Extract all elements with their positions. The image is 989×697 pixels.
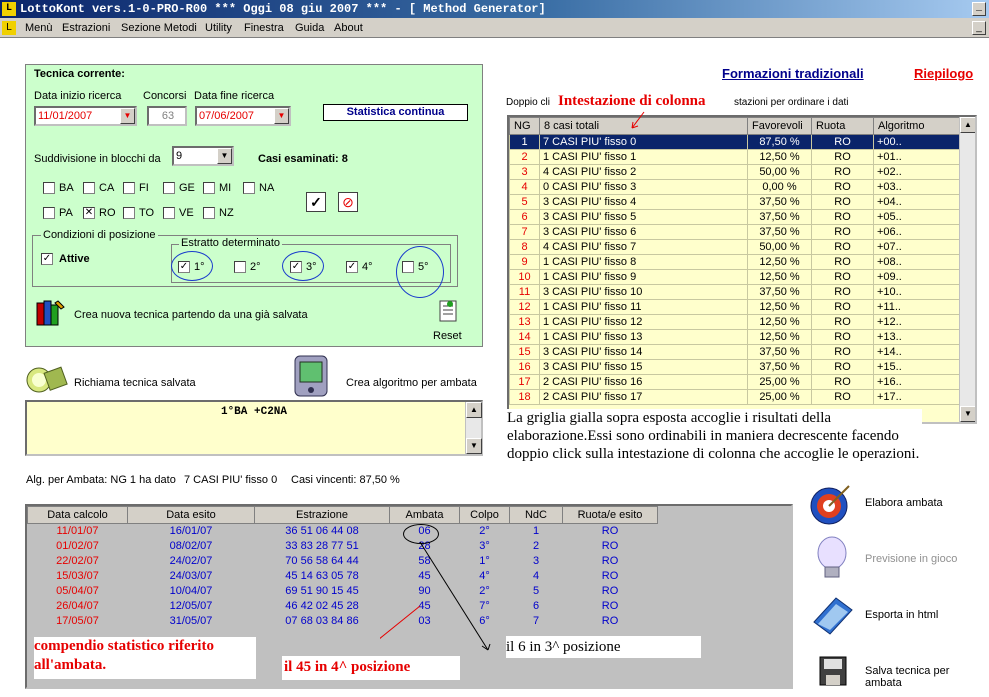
results-cell: 1 CASI PIU' fisso 13 xyxy=(540,330,748,345)
results-cell: +04.. xyxy=(874,195,960,210)
calc-cell: 17/05/07 xyxy=(28,614,128,629)
results-cell: +16.. xyxy=(874,375,960,390)
calc-cell: 6 xyxy=(510,599,563,614)
annotation-intestazione: Intestazione di colonna xyxy=(558,93,706,109)
results-cell: 15 xyxy=(510,345,540,360)
checkbox-ge[interactable] xyxy=(163,182,175,194)
condizioni-label: Condizioni di posizione xyxy=(43,229,156,241)
alg-info-value: 7 CASI PIU' fisso 0 xyxy=(184,474,278,486)
results-cell: RO xyxy=(812,165,874,180)
annotation-pos45: il 45 in 4^ posizione xyxy=(282,656,460,680)
estratto-label: Estratto determinato xyxy=(181,237,281,249)
calc-col-header[interactable]: Estrazione xyxy=(255,507,390,524)
results-row[interactable] xyxy=(510,225,960,240)
ruota-label-pa: PA xyxy=(59,207,73,219)
menu-sezione-metodi[interactable]: Sezione Metodi xyxy=(121,22,197,34)
window-title-bar xyxy=(0,0,989,18)
results-cell: +17.. xyxy=(874,390,960,405)
results-col-header[interactable]: Algoritmo xyxy=(874,118,960,135)
results-row[interactable] xyxy=(510,390,960,405)
calc-cell: 16/01/07 xyxy=(128,524,255,539)
results-row[interactable] xyxy=(510,165,960,180)
results-cell: 4 CASI PIU' fisso 7 xyxy=(540,240,748,255)
concorsi-field: 63 xyxy=(147,106,187,126)
menu-about[interactable]: About xyxy=(334,22,363,34)
calc-row[interactable] xyxy=(28,614,658,629)
results-table xyxy=(509,117,960,405)
results-cell: 13 xyxy=(510,315,540,330)
data-inizio-select[interactable] xyxy=(34,106,137,126)
results-cell: 25,00 % xyxy=(748,390,812,405)
ruota-label-ca: CA xyxy=(99,182,115,194)
minimize-icon[interactable]: _ xyxy=(972,2,986,16)
calc-col-header[interactable]: NdC xyxy=(510,507,563,524)
calc-cell: 3 xyxy=(510,554,563,569)
results-cell: 12,50 % xyxy=(748,270,812,285)
formula-text: 1°BA +C2NA xyxy=(220,406,287,418)
results-cell: 8 xyxy=(510,240,540,255)
window-title: LottoKont vers.1-0-PRO-R00 *** Oggi 08 giu 2007 *** - [ Method Generator] xyxy=(20,2,546,16)
richiama-label: Richiama tecnica salvata xyxy=(74,377,196,389)
results-cell: +02.. xyxy=(874,165,960,180)
calc-row[interactable] xyxy=(28,569,658,584)
calc-cell: 2° xyxy=(460,584,510,599)
calc-cell: 7 xyxy=(510,614,563,629)
chevron-down-icon[interactable]: ▼ xyxy=(120,108,135,124)
crea-nuova-label: Crea nuova tecnica partendo da una già salvata xyxy=(74,309,308,321)
menu-guida[interactable]: Guida xyxy=(295,22,325,34)
results-row[interactable] xyxy=(510,360,960,375)
results-cell: +10.. xyxy=(874,285,960,300)
calc-cell: 2° xyxy=(460,524,510,539)
tecnica-corrente-panel xyxy=(25,64,483,347)
casi-esaminati: Casi esaminati: 8 xyxy=(258,153,348,165)
calc-cell: 45 xyxy=(390,599,460,614)
app-logo-icon: L xyxy=(2,2,16,16)
annotation-lines xyxy=(380,540,500,660)
results-cell: 12 xyxy=(510,300,540,315)
menu-bar xyxy=(0,18,989,38)
calc-cell: 70 56 58 64 44 xyxy=(255,554,390,569)
results-cell: 2 CASI PIU' fisso 16 xyxy=(540,375,748,390)
results-cell: +15.. xyxy=(874,360,960,375)
calc-cell: 15/03/07 xyxy=(28,569,128,584)
calc-cell: 33 83 28 77 51 xyxy=(255,539,390,554)
handheld-icon[interactable] xyxy=(291,354,333,398)
calc-cell: 08/02/07 xyxy=(128,539,255,554)
suddivisione-label: Suddivisione in blocchi da xyxy=(34,153,161,165)
calc-cell: RO xyxy=(563,584,658,599)
scroll-up-icon[interactable]: ▲ xyxy=(960,117,976,133)
book-export-icon[interactable] xyxy=(810,592,856,636)
pos-3-label: 3° xyxy=(306,261,317,273)
results-cell: 3 CASI PIU' fisso 14 xyxy=(540,345,748,360)
casi-vincenti: Casi vincenti: 87,50 % xyxy=(291,474,400,486)
results-cell: RO xyxy=(812,195,874,210)
formula-box[interactable] xyxy=(25,400,483,456)
checkbox-ba[interactable] xyxy=(43,182,55,194)
results-cell: RO xyxy=(812,210,874,225)
pos-2-label: 2° xyxy=(250,261,261,273)
target-icon[interactable] xyxy=(809,482,853,526)
results-row[interactable] xyxy=(510,240,960,255)
formazioni-link[interactable]: Formazioni tradizionali xyxy=(722,66,864,81)
results-cell: 37,50 % xyxy=(748,210,812,225)
checkbox-pa[interactable] xyxy=(43,207,55,219)
results-cell: 12,50 % xyxy=(748,315,812,330)
results-cell: 17 xyxy=(510,375,540,390)
ruota-label-ge: GE xyxy=(179,182,195,194)
results-row[interactable] xyxy=(510,315,960,330)
calc-row[interactable] xyxy=(28,524,658,539)
results-cell: 37,50 % xyxy=(748,285,812,300)
pos-5-label: 5° xyxy=(418,261,429,273)
ruota-label-ve: VE xyxy=(179,207,194,219)
results-row[interactable] xyxy=(510,330,960,345)
hint-text-right: stazioni per ordinare i dati xyxy=(734,97,849,108)
ruota-label-ro: RO xyxy=(99,207,116,219)
calc-cell: 06 xyxy=(390,524,460,539)
calc-cell: 05/04/07 xyxy=(28,584,128,599)
mdi-minimize-icon[interactable]: _ xyxy=(972,21,986,35)
formula-scrollbar[interactable] xyxy=(465,402,481,454)
calc-cell: 24/02/07 xyxy=(128,554,255,569)
results-cell: +11.. xyxy=(874,300,960,315)
results-cell: 7 CASI PIU' fisso 0 xyxy=(540,135,748,150)
calc-cell: RO xyxy=(563,599,658,614)
results-cell: 0 CASI PIU' fisso 3 xyxy=(540,180,748,195)
crea-algoritmo-label: Crea algoritmo per ambata xyxy=(346,377,477,389)
results-cell: +06.. xyxy=(874,225,960,240)
results-col-header[interactable]: NG xyxy=(510,118,540,135)
ruota-label-to: TO xyxy=(139,207,155,219)
data-fine-label: Data fine ricerca xyxy=(194,90,275,102)
results-cell: +09.. xyxy=(874,270,960,285)
checkbox-ca[interactable] xyxy=(83,182,95,194)
data-inizio-label: Data inizio ricerca xyxy=(34,90,122,102)
pos-4-label: 4° xyxy=(362,261,373,273)
results-cell: 50,00 % xyxy=(748,165,812,180)
calc-cell: 90 xyxy=(390,584,460,599)
results-cell: RO xyxy=(812,135,874,150)
chevron-down-icon[interactable]: ▼ xyxy=(274,108,289,124)
results-cell: 1 CASI PIU' fisso 8 xyxy=(540,255,748,270)
data-fine-select[interactable] xyxy=(195,106,291,126)
results-cell: +00.. xyxy=(874,135,960,150)
scroll-up-icon[interactable]: ▲ xyxy=(466,402,482,418)
results-cell: 25,00 % xyxy=(748,375,812,390)
results-cell: 11 xyxy=(510,285,540,300)
annotation-circle xyxy=(396,246,444,298)
results-row[interactable] xyxy=(510,255,960,270)
calc-cell: 4° xyxy=(460,569,510,584)
salva-label[interactable]: Salva tecnica per ambata xyxy=(865,665,950,689)
results-cell: 12,50 % xyxy=(748,300,812,315)
checkbox-ve[interactable] xyxy=(163,207,175,219)
results-cell: 3 CASI PIU' fisso 6 xyxy=(540,225,748,240)
calc-cell: 12/05/07 xyxy=(128,599,255,614)
calc-cell: 22/02/07 xyxy=(28,554,128,569)
results-cell: 18 xyxy=(510,390,540,405)
results-cell: 50,00 % xyxy=(748,240,812,255)
results-col-header[interactable]: 8 casi totali xyxy=(540,118,748,135)
results-row[interactable] xyxy=(510,300,960,315)
results-cell: RO xyxy=(812,255,874,270)
annotation-circle xyxy=(171,251,213,281)
results-col-header[interactable]: Favorevoli xyxy=(748,118,812,135)
results-cell: +03.. xyxy=(874,180,960,195)
books-icon[interactable] xyxy=(34,297,66,329)
calc-cell: 45 xyxy=(390,569,460,584)
calc-cell: 4 xyxy=(510,569,563,584)
calc-cell: 03 xyxy=(390,614,460,629)
calc-col-header[interactable]: Colpo xyxy=(460,507,510,524)
annotation-griglia: La griglia gialla sopra esposta accoglie i risultati della elaborazione.Essi sono ordinabili in maniera decrescente facendo doppio click sulla intestazione di colonna che accoglie le operazioni. xyxy=(507,409,922,483)
statistica-continua-button[interactable]: Statistica continua xyxy=(323,104,468,121)
data-fine-value: 07/06/2007 xyxy=(199,110,255,122)
ruota-label-mi: MI xyxy=(219,182,232,194)
suddivisione-value: 9 xyxy=(176,150,183,162)
calc-cell: 45 14 63 05 78 xyxy=(255,569,390,584)
results-cell: +05.. xyxy=(874,210,960,225)
results-cell: RO xyxy=(812,330,874,345)
results-cell: RO xyxy=(812,345,874,360)
ruota-label-nz: NZ xyxy=(219,207,234,219)
annotation-circle xyxy=(282,251,324,281)
ruota-label-ba: BA xyxy=(59,182,74,194)
results-cell: 1 CASI PIU' fisso 9 xyxy=(540,270,748,285)
calc-cell: RO xyxy=(563,554,658,569)
checkbox-na[interactable] xyxy=(243,182,255,194)
pos-3-checkbox[interactable]: ✓ xyxy=(291,261,301,272)
results-cell: 4 CASI PIU' fisso 2 xyxy=(540,165,748,180)
results-cell: 10 xyxy=(510,270,540,285)
suddivisione-select[interactable] xyxy=(172,146,234,166)
calc-cell: 28 xyxy=(390,539,460,554)
results-cell: 14 xyxy=(510,330,540,345)
esporta-label[interactable]: Esporta in html xyxy=(865,609,939,621)
results-cell: 37,50 % xyxy=(748,345,812,360)
alg-info-label: Alg. per Ambata: NG 1 ha dato xyxy=(26,474,176,486)
results-row[interactable] xyxy=(510,195,960,210)
checkbox-fi[interactable] xyxy=(123,182,135,194)
results-cell: 2 xyxy=(510,150,540,165)
results-cell: 1 xyxy=(510,135,540,150)
calc-cell: RO xyxy=(563,524,658,539)
reset-icon[interactable] xyxy=(438,299,460,325)
lightbulb-icon[interactable] xyxy=(812,535,854,583)
annotation-pos6: il 6 in 3^ posizione xyxy=(506,636,701,658)
results-row[interactable] xyxy=(510,285,960,300)
menu-utility[interactable]: Utility xyxy=(205,22,232,34)
riepilogo-link[interactable]: Riepilogo xyxy=(914,66,974,81)
clear-all-icon[interactable]: ⊘ xyxy=(338,192,358,212)
checkbox-to[interactable] xyxy=(123,207,135,219)
results-row[interactable] xyxy=(510,135,960,150)
pos-1-label: 1° xyxy=(194,261,205,273)
results-cell: +01.. xyxy=(874,150,960,165)
results-cell: 1 CASI PIU' fisso 1 xyxy=(540,150,748,165)
results-cell: 4 xyxy=(510,180,540,195)
results-cell: RO xyxy=(812,270,874,285)
calc-col-header[interactable]: Data calcolo xyxy=(28,507,128,524)
calc-cell: 1° xyxy=(460,554,510,569)
calc-cell: 31/05/07 xyxy=(128,614,255,629)
results-scrollbar[interactable] xyxy=(959,117,975,422)
calc-table xyxy=(27,506,658,629)
checkbox-mi[interactable] xyxy=(203,182,215,194)
calc-cell: 01/02/07 xyxy=(28,539,128,554)
calc-cell: 26/04/07 xyxy=(28,599,128,614)
previsione-label[interactable]: Previsione in gioco xyxy=(865,553,958,565)
results-cell: 2 CASI PIU' fisso 17 xyxy=(540,390,748,405)
calc-cell: 07 68 03 84 86 xyxy=(255,614,390,629)
results-cell: 12,50 % xyxy=(748,330,812,345)
results-row[interactable] xyxy=(510,210,960,225)
results-row[interactable] xyxy=(510,180,960,195)
attive-label: Attive xyxy=(59,253,90,265)
results-cell: 87,50 % xyxy=(748,135,812,150)
checkbox-nz[interactable] xyxy=(203,207,215,219)
results-cell: RO xyxy=(812,285,874,300)
results-cell: +07.. xyxy=(874,240,960,255)
ruota-label-fi: FI xyxy=(139,182,149,194)
check-all-icon[interactable]: ✓ xyxy=(306,192,326,212)
calc-cell: 5 xyxy=(510,584,563,599)
calc-row[interactable] xyxy=(28,584,658,599)
annotation-arrow xyxy=(624,110,654,134)
results-cell: 3 CASI PIU' fisso 10 xyxy=(540,285,748,300)
results-cell: 0,00 % xyxy=(748,180,812,195)
calc-cell: RO xyxy=(563,569,658,584)
calc-cell: 10/04/07 xyxy=(128,584,255,599)
annotation-compendio: compendio statistico riferito all'ambata. xyxy=(34,637,256,679)
results-cell: +13.. xyxy=(874,330,960,345)
results-row[interactable] xyxy=(510,375,960,390)
pos-1-checkbox[interactable]: ✓ xyxy=(179,261,189,272)
flashlight-icon[interactable] xyxy=(25,360,69,396)
panel-header: Tecnica corrente: xyxy=(34,68,125,80)
calc-col-header[interactable]: Ambata xyxy=(390,507,460,524)
results-cell: RO xyxy=(812,375,874,390)
results-row[interactable] xyxy=(510,345,960,360)
calc-cell: 7° xyxy=(460,599,510,614)
menu-estrazioni[interactable]: Estrazioni xyxy=(62,22,111,34)
menu-finestra[interactable]: Finestra xyxy=(244,22,284,34)
results-cell: +14.. xyxy=(874,345,960,360)
menu-menu[interactable]: Menù xyxy=(25,22,53,34)
results-cell: 3 CASI PIU' fisso 4 xyxy=(540,195,748,210)
results-cell: +08.. xyxy=(874,255,960,270)
results-cell: 37,50 % xyxy=(748,360,812,375)
results-cell: RO xyxy=(812,225,874,240)
calc-row[interactable] xyxy=(28,599,658,614)
scroll-down-icon[interactable]: ▼ xyxy=(466,438,482,454)
data-inizio-value: 11/01/2007 xyxy=(38,110,93,122)
results-cell: 37,50 % xyxy=(748,195,812,210)
results-col-header[interactable]: Ruota xyxy=(812,118,874,135)
results-cell: +12.. xyxy=(874,315,960,330)
attive-checkbox[interactable]: ✓ xyxy=(42,253,52,264)
ruota-label-na: NA xyxy=(259,182,275,194)
results-cell: 5 xyxy=(510,195,540,210)
calc-col-header[interactable]: Ruota/e esito xyxy=(563,507,658,524)
hint-text-left: Doppio cli xyxy=(506,97,550,108)
results-grid[interactable] xyxy=(507,115,977,424)
results-cell: 1 CASI PIU' fisso 12 xyxy=(540,315,748,330)
elabora-label[interactable]: Elabora ambata xyxy=(865,497,943,509)
results-cell: 6 xyxy=(510,210,540,225)
calc-cell: 3° xyxy=(460,539,510,554)
pos-4-checkbox[interactable]: ✓ xyxy=(347,261,357,272)
calc-row[interactable] xyxy=(28,539,658,554)
calc-cell: 2 xyxy=(510,539,563,554)
calc-cell: 24/03/07 xyxy=(128,569,255,584)
checkbox-ro[interactable]: ✕ xyxy=(84,207,94,218)
results-cell: RO xyxy=(812,180,874,195)
results-cell: RO xyxy=(812,300,874,315)
calc-col-header[interactable]: Data esito xyxy=(128,507,255,524)
results-cell: 7 xyxy=(510,225,540,240)
calc-cell: 6° xyxy=(460,614,510,629)
results-cell: 12,50 % xyxy=(748,150,812,165)
results-cell: 9 xyxy=(510,255,540,270)
calc-row[interactable] xyxy=(28,554,658,569)
results-cell: 3 CASI PIU' fisso 5 xyxy=(540,210,748,225)
results-cell: 37,50 % xyxy=(748,225,812,240)
chevron-down-icon[interactable]: ▼ xyxy=(217,148,232,164)
mdi-logo-icon: L xyxy=(2,21,16,35)
results-cell: 16 xyxy=(510,360,540,375)
calc-cell: 36 51 06 44 08 xyxy=(255,524,390,539)
results-cell: RO xyxy=(812,150,874,165)
results-cell: 3 xyxy=(510,165,540,180)
floppy-icon[interactable] xyxy=(818,655,850,689)
results-cell: RO xyxy=(812,315,874,330)
results-cell: RO xyxy=(812,390,874,405)
results-row[interactable] xyxy=(510,150,960,165)
calc-cell: 1 xyxy=(510,524,563,539)
scroll-down-icon[interactable]: ▼ xyxy=(960,406,976,422)
calc-cell: 11/01/07 xyxy=(28,524,128,539)
calc-cell: 46 42 02 45 28 xyxy=(255,599,390,614)
pos-2-checkbox[interactable] xyxy=(234,261,246,273)
reset-label[interactable]: Reset xyxy=(433,330,462,342)
calc-cell: 58 xyxy=(390,554,460,569)
calc-cell: RO xyxy=(563,539,658,554)
calc-cell: 69 51 90 15 45 xyxy=(255,584,390,599)
calc-cell: RO xyxy=(563,614,658,629)
results-cell: 12,50 % xyxy=(748,255,812,270)
results-row[interactable] xyxy=(510,270,960,285)
concorsi-label: Concorsi xyxy=(143,90,187,102)
results-cell: 3 CASI PIU' fisso 15 xyxy=(540,360,748,375)
results-cell: RO xyxy=(812,360,874,375)
results-cell: RO xyxy=(812,240,874,255)
results-cell: 1 CASI PIU' fisso 11 xyxy=(540,300,748,315)
